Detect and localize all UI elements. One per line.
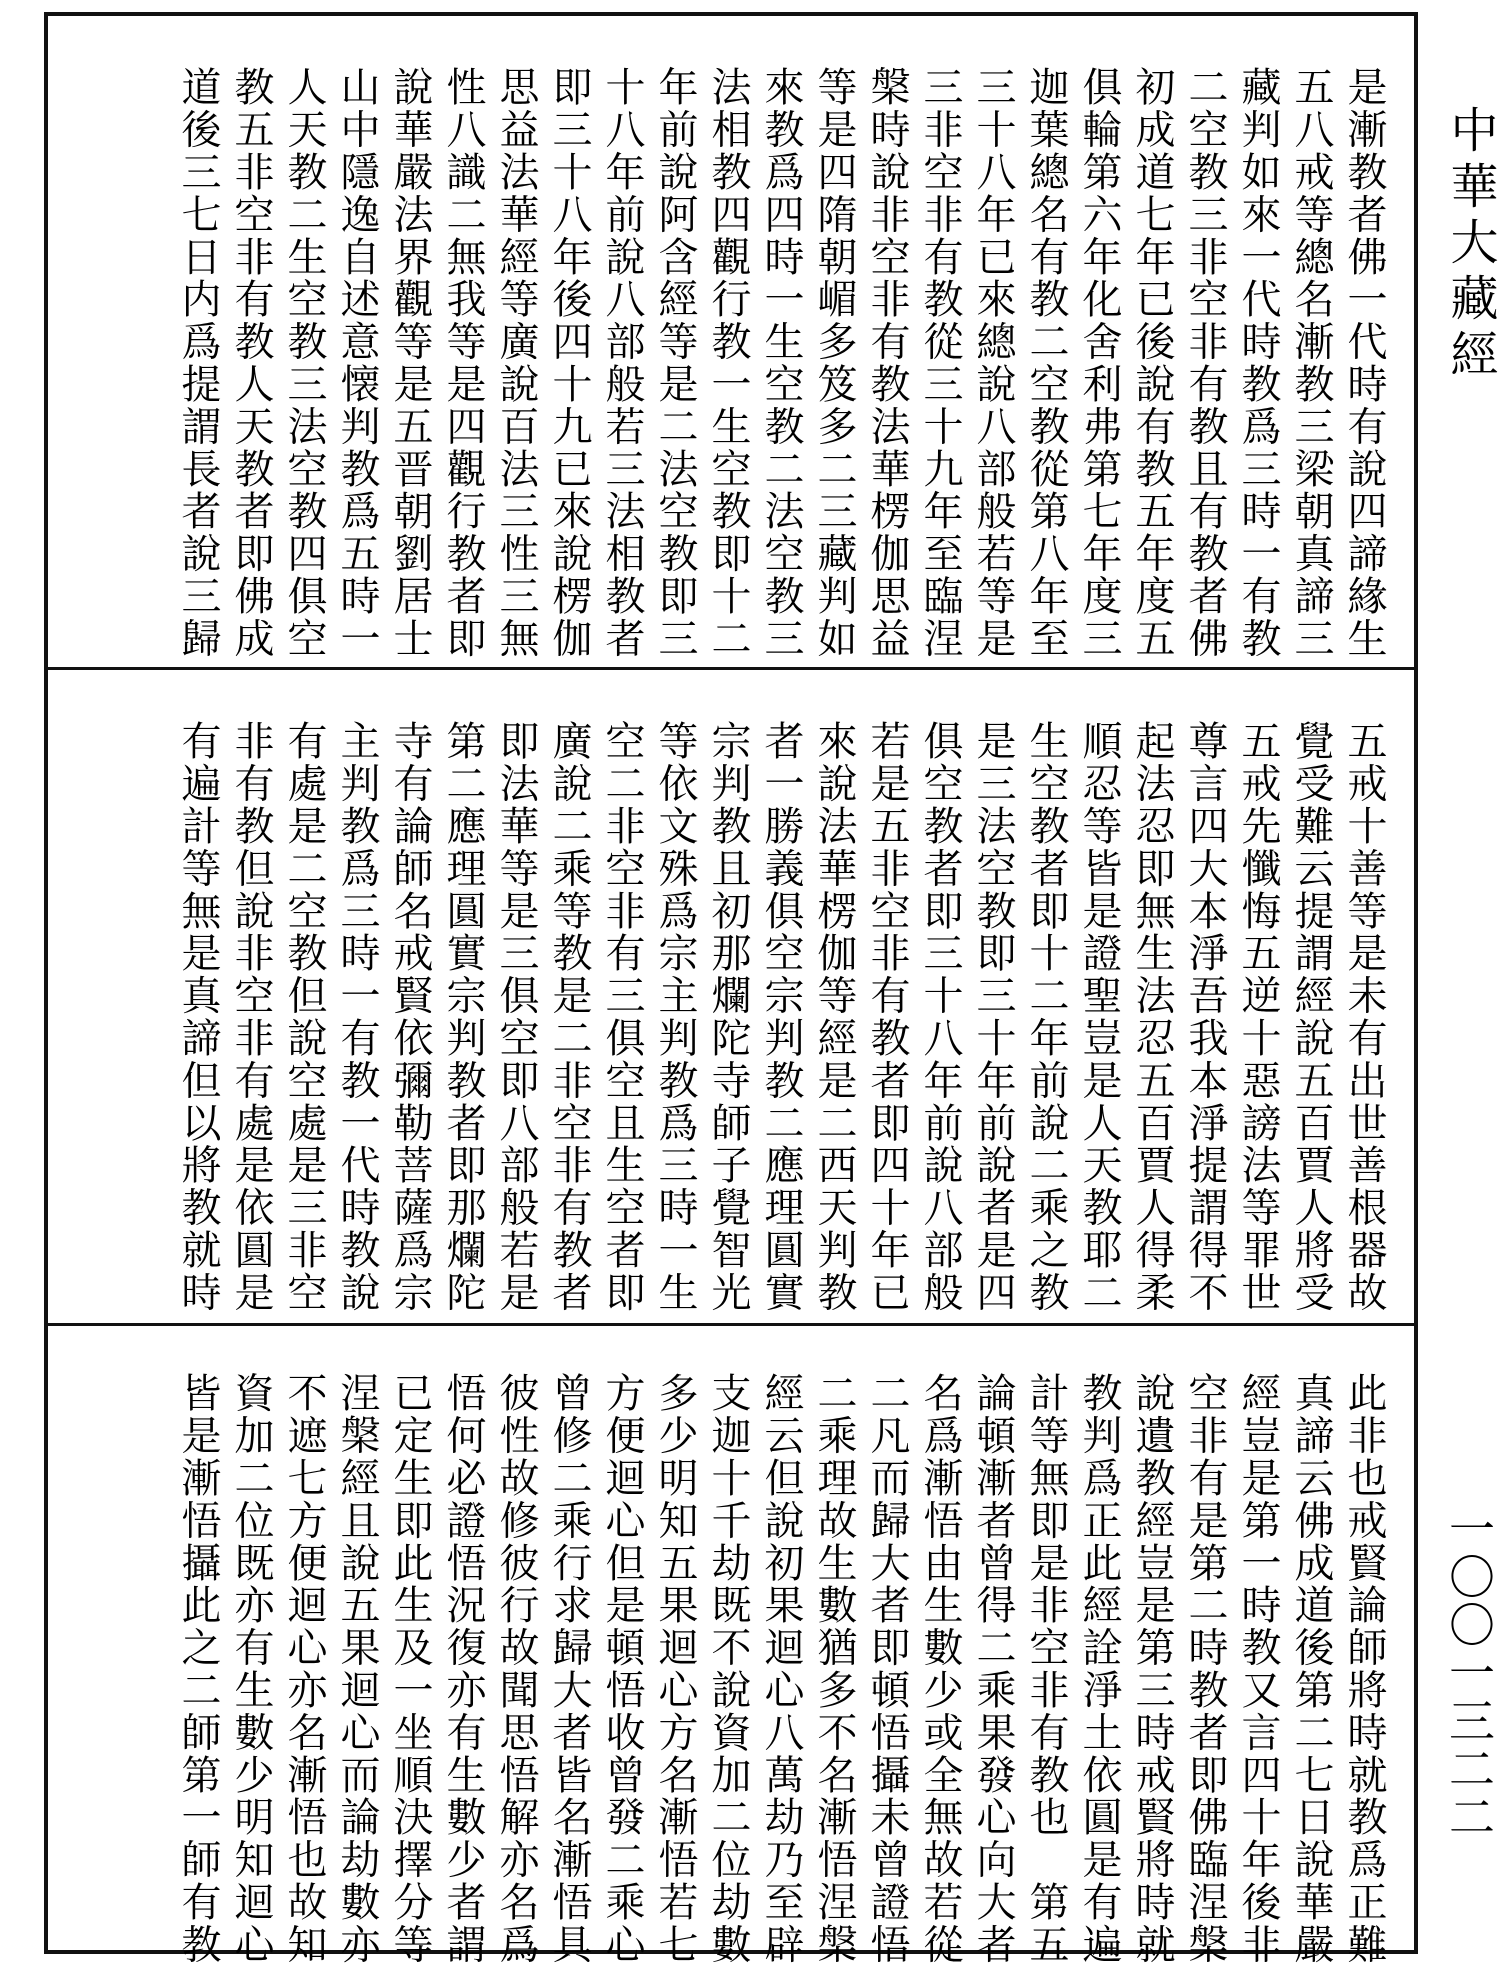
text-column: 等依文殊爲宗主判教爲三時一生 xyxy=(652,720,698,1314)
text-column: 十八年前說八部般若三法相教者 xyxy=(599,66,645,660)
text-column: 人天教二生空教三法空教四俱空 xyxy=(281,66,327,660)
text-column: 二凡而歸大者即頓悟攝未曾證悟 xyxy=(864,1372,910,1966)
text-column: 皆是漸悟攝此之二師第一師有教 xyxy=(175,1372,221,1966)
text-column: 三十八年已來總說八部般若等是 xyxy=(970,66,1016,660)
text-column: 覺受難云提謂經說五百賈人將受 xyxy=(1288,720,1334,1314)
text-column: 者一勝義俱空宗判教二應理圓實 xyxy=(758,720,804,1314)
page-frame xyxy=(44,12,1418,1966)
text-column: 即法華等是三俱空即八部般若是 xyxy=(493,720,539,1314)
text-column: 等是四隋朝嵋多笈多二三藏判如 xyxy=(811,66,857,660)
text-column: 論頓漸者曾得二乘果發心向大者 xyxy=(970,1372,1016,1966)
text-column: 道後三七日内爲提謂長者說三歸 xyxy=(175,66,221,660)
text-column: 二乘理故生數猶多不名漸悟涅槃 xyxy=(811,1372,857,1966)
text-column: 初成道七年已後說有教五年度五 xyxy=(1129,66,1175,660)
text-column: 三非空非有教從三十九年至臨涅 xyxy=(917,66,963,660)
text-column: 是漸教者佛一代時有說四諦緣生 xyxy=(1341,66,1387,660)
page-number: 一〇〇一三二二 xyxy=(1442,1505,1496,1841)
text-column: 思益法華經等廣說百法三性三無 xyxy=(493,66,539,660)
text-column: 說華嚴法界觀等是五晋朝劉居士 xyxy=(387,66,433,660)
text-block-top xyxy=(175,66,1387,660)
text-column: 支迦十千劫既不說資加二位劫數 xyxy=(705,1372,751,1966)
text-column: 涅槃經且說五果迴心而論劫數亦 xyxy=(334,1372,380,1966)
text-column: 宗判教且初那爛陀寺師子覺智光 xyxy=(705,720,751,1314)
text-column: 迦葉總名有教二空教從第八年至 xyxy=(1023,66,1069,660)
text-column: 說遺教經豈是第三時戒賢將時就 xyxy=(1129,1372,1175,1966)
text-column: 年前說阿含經等是二法空教即三 xyxy=(652,66,698,660)
text-column: 教判爲正此經詮淨土依圓是有遍 xyxy=(1076,1372,1122,1966)
register-middle xyxy=(48,670,1414,1326)
text-column: 主判教爲三時一有教一代時教說 xyxy=(334,720,380,1314)
text-column: 多少明知五果迴心方名漸悟若七 xyxy=(652,1372,698,1966)
text-column: 寺有論師名戒賢依彌勒菩薩爲宗 xyxy=(387,720,433,1314)
text-column: 不遮七方便迴心亦名漸悟也故知 xyxy=(281,1372,327,1966)
text-column: 五戒先懺悔五逆十惡謗法等罪世 xyxy=(1235,720,1281,1314)
text-column: 彼性故修彼行故聞思悟解亦名爲 xyxy=(493,1372,539,1966)
text-column: 廣說二乘等教是二非空非有教者 xyxy=(546,720,592,1314)
register-top xyxy=(48,16,1414,670)
text-column: 此非也戒賢論師將時就教爲正難 xyxy=(1341,1372,1387,1966)
text-column: 來說法華楞伽等經是二西天判教 xyxy=(811,720,857,1314)
text-column: 曾修二乘行求歸大者皆名漸悟具 xyxy=(546,1372,592,1966)
text-column: 起法忍即無生法忍五百賈人得柔 xyxy=(1129,720,1175,1314)
text-column: 藏判如來一代時教爲三時一有教 xyxy=(1235,66,1281,660)
text-column: 槃時說非空非有教法華楞伽思益 xyxy=(864,66,910,660)
text-block-bottom xyxy=(175,1372,1387,1966)
text-column: 名爲漸悟由生數少或全無故若從 xyxy=(917,1372,963,1966)
text-column: 悟何必證悟況復亦有生數少者謂 xyxy=(440,1372,486,1966)
text-column: 非有教但說非空非有處是依圓是 xyxy=(228,720,274,1314)
text-column: 俱輪第六年化舍利弗第七年度三 xyxy=(1076,66,1122,660)
text-column: 經豈是第一時教又言四十年後非 xyxy=(1235,1372,1281,1966)
text-column: 空非有是第二時教者即佛臨涅槃 xyxy=(1182,1372,1228,1966)
text-column: 來教爲四時一生空教二法空教三 xyxy=(758,66,804,660)
text-column: 空二非空非有三俱空且生空者即 xyxy=(599,720,645,1314)
text-column: 五戒十善等是未有出世善根器故 xyxy=(1341,720,1387,1314)
text-column: 即三十八年後四十九已來說楞伽 xyxy=(546,66,592,660)
text-column: 山中隱逸自述意懐判教爲五時一 xyxy=(334,66,380,660)
text-block-middle xyxy=(175,720,1387,1314)
text-column: 法相教四觀行教一生空教即十二 xyxy=(705,66,751,660)
text-column: 第二應理圓實宗判教者即那爛陀 xyxy=(440,720,486,1314)
margin-title: 中華大藏經 xyxy=(1442,105,1498,385)
text-column: 俱空教者即三十八年前說八部般 xyxy=(917,720,963,1314)
text-column: 五八戒等總名漸教三梁朝真諦三 xyxy=(1288,66,1334,660)
text-column: 二空教三非空非有教且有教者佛 xyxy=(1182,66,1228,660)
text-column: 尊言四大本淨吾我本淨提謂得不 xyxy=(1182,720,1228,1314)
text-column: 真諦云佛成道後第二七日說華嚴 xyxy=(1288,1372,1334,1966)
text-column: 資加二位既亦有生數少明知迴心 xyxy=(228,1372,274,1966)
register-bottom xyxy=(48,1326,1414,1966)
text-column: 是三法空教即三十年前說者是四 xyxy=(970,720,1016,1314)
text-column: 性八識二無我等是四觀行教者即 xyxy=(440,66,486,660)
text-column: 若是五非空非有教者即四十年已 xyxy=(864,720,910,1314)
text-column: 已定生即此生及一坐順決擇分等 xyxy=(387,1372,433,1966)
text-column: 有處是二空教但說空處是三非空 xyxy=(281,720,327,1314)
text-column: 經云但說初果迴心八萬劫乃至辟 xyxy=(758,1372,804,1966)
text-column: 有遍計等無是真諦但以將教就時 xyxy=(175,720,221,1314)
text-column: 順忍等皆是證聖豈是人天教耶二 xyxy=(1076,720,1122,1314)
text-column: 方便迴心但是頓悟收曾發二乘心 xyxy=(599,1372,645,1966)
text-column: 計等無即是非空非有教也 第五 xyxy=(1023,1372,1069,1966)
text-column: 生空教者即十二年前說二乘之教 xyxy=(1023,720,1069,1314)
text-column: 教五非空非有教人天教者即佛成 xyxy=(228,66,274,660)
